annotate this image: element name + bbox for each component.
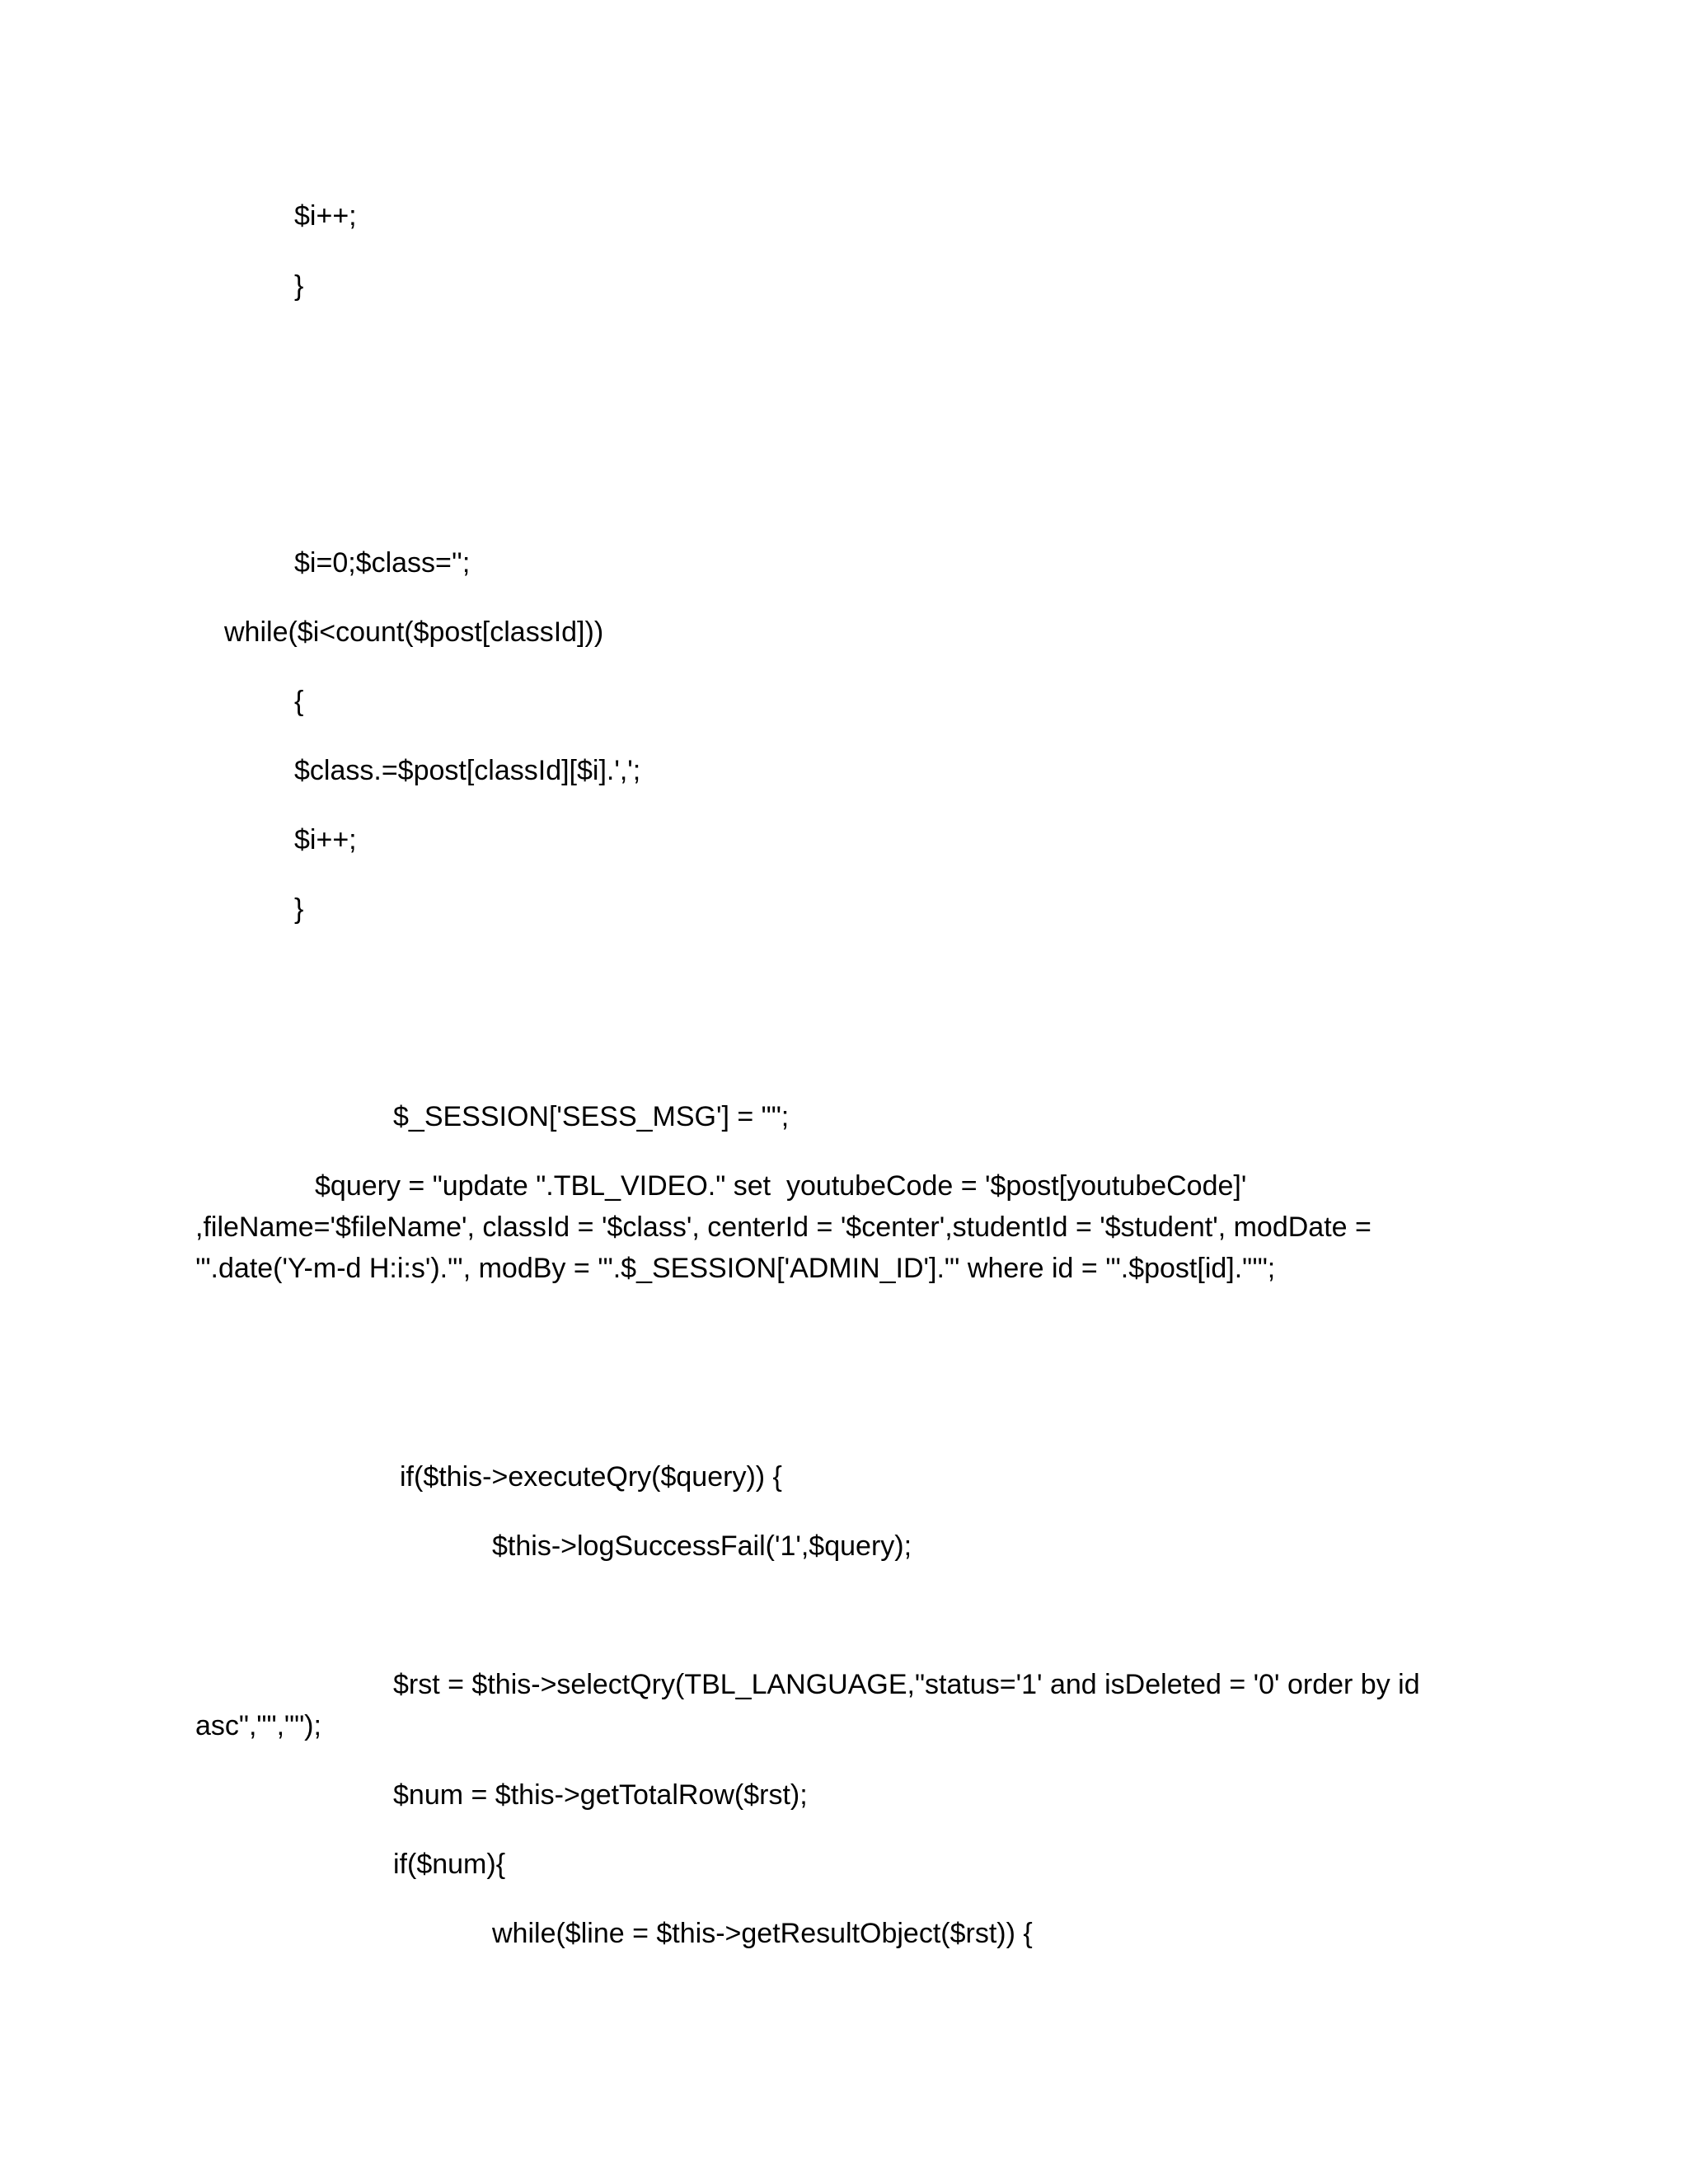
code-line-3: $i=0;$class=''; (294, 547, 471, 579)
code-line-18: if($num){ (393, 1849, 506, 1880)
code-line-5: { (294, 686, 304, 717)
code-line-9: $_SESSION['SESS_MSG'] = ""; (393, 1101, 790, 1132)
code-line-16: asc","",""); (195, 1710, 321, 1741)
code-line-6: $class.=$post[classId][$i].','; (294, 755, 641, 786)
code-line-8: } (294, 893, 304, 925)
code-line-11: ,fileName='$fileName', classId = '$class', centerId = '$center',studentId = '$student', modDate = (195, 1212, 1372, 1243)
code-line-2: } (294, 270, 304, 302)
code-line-7: $i++; (294, 824, 357, 855)
code-line-1: $i++; (294, 200, 357, 232)
code-line-17: $num = $this->getTotalRow($rst); (393, 1779, 808, 1811)
code-line-13: if($this->executeQry($query)) { (400, 1461, 782, 1493)
code-line-14: $this->logSuccessFail('1',$query); (492, 1530, 912, 1562)
code-line-15: $rst = $this->selectQry(TBL_LANGUAGE,"status='1' and isDeleted = '0' order by id (393, 1669, 1420, 1700)
code-line-4: while($i<count($post[classId])) (224, 616, 604, 648)
code-line-10: $query = "update ".TBL_VIDEO." set youtubeCode = '$post[youtubeCode]' (315, 1170, 1247, 1202)
code-line-19: while($line = $this->getResultObject($rst)) { (492, 1918, 1033, 1949)
code-line-12: '".date('Y-m-d H:i:s')."', modBy = '".$_SESSION['ADMIN_ID']."' where id = '".$post[id]."'"; (195, 1253, 1276, 1284)
